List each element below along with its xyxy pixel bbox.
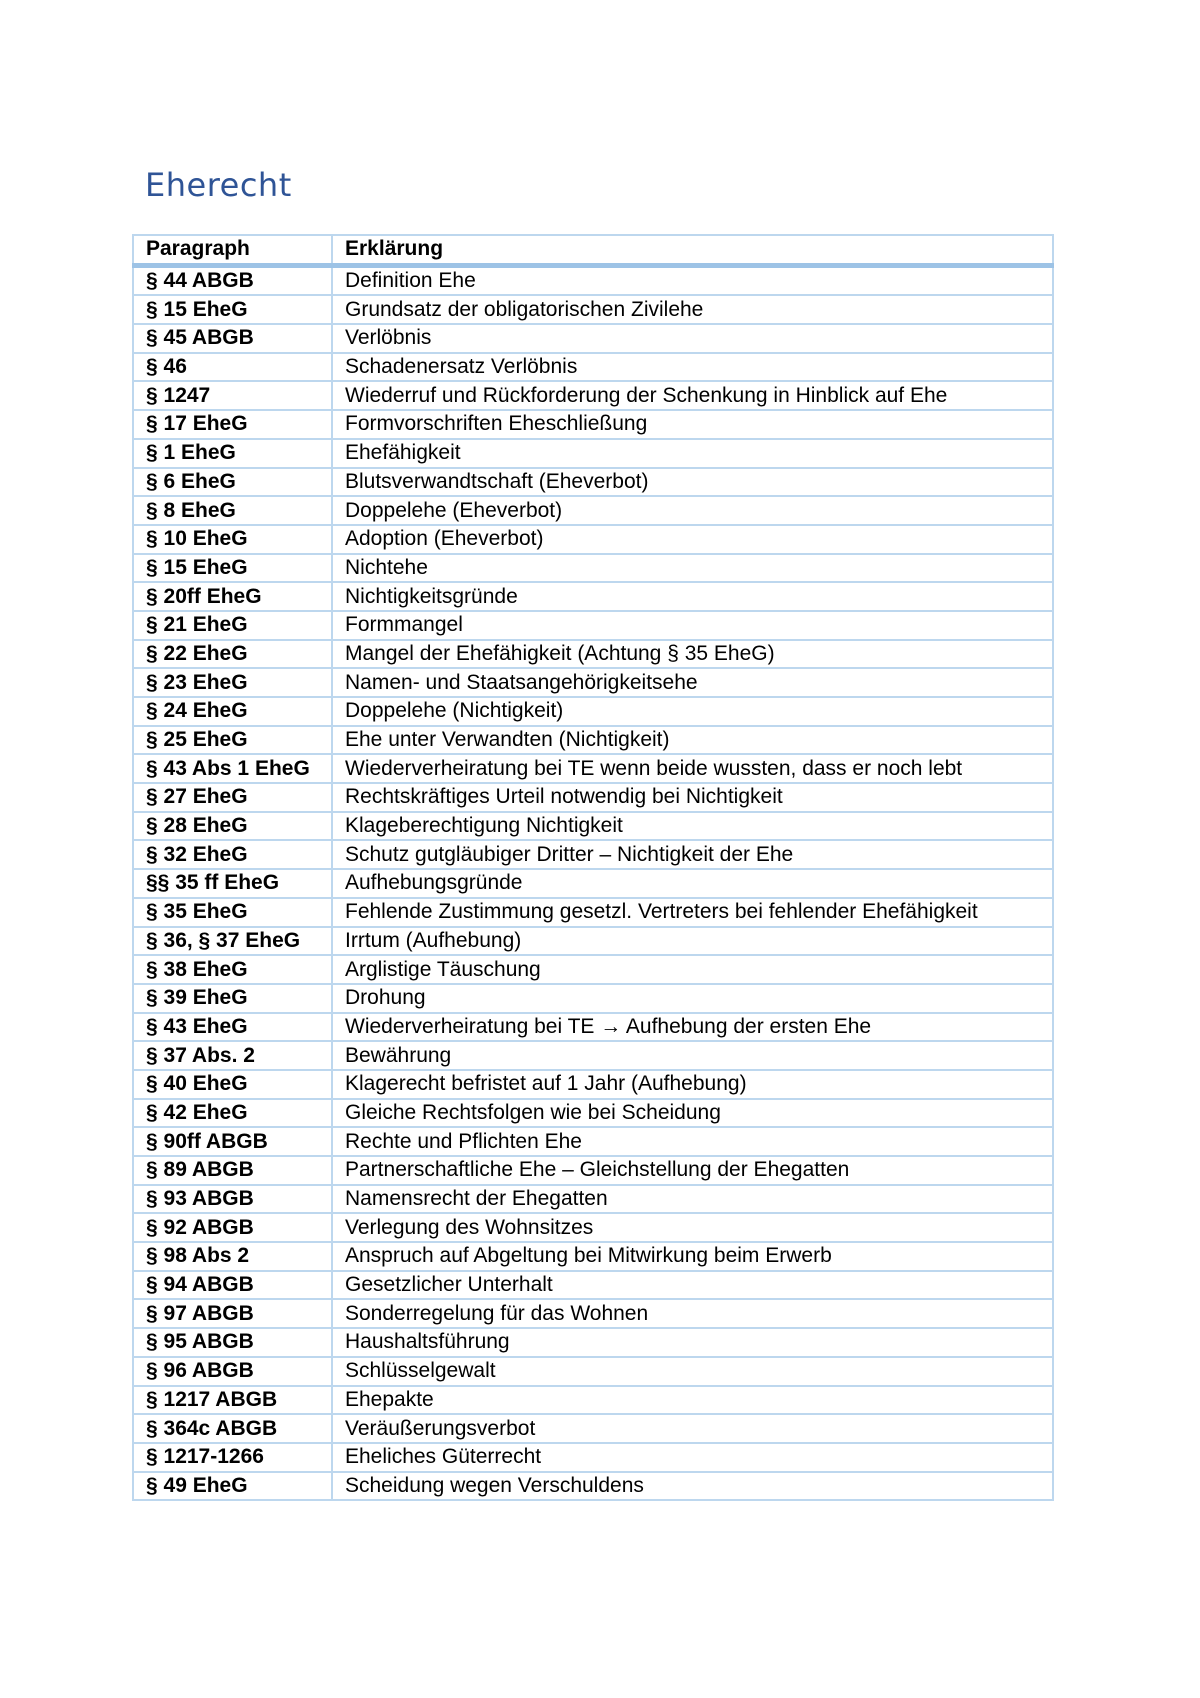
explanation-cell: Definition Ehe — [332, 265, 1053, 295]
paragraph-cell: § 1217-1266 — [133, 1443, 332, 1472]
paragraph-cell: § 24 EheG — [133, 697, 332, 726]
paragraph-cell: § 364c ABGB — [133, 1414, 332, 1443]
explanation-cell: Irrtum (Aufhebung) — [332, 927, 1053, 956]
table-row — [133, 1127, 1053, 1156]
explanation-cell: Verlöbnis — [332, 324, 1053, 353]
explanation-cell: Grundsatz der obligatorischen Zivilehe — [332, 295, 1053, 324]
table-row — [133, 439, 1053, 468]
table-row — [133, 697, 1053, 726]
document-title: Eherecht — [145, 166, 292, 204]
table-row — [133, 381, 1053, 410]
explanation-cell: Fehlende Zustimmung gesetzl. Vertreters bei fehlender Ehefähigkeit — [332, 898, 1053, 927]
table-row — [133, 812, 1053, 841]
paragraph-cell: § 39 EheG — [133, 984, 332, 1013]
table-row — [133, 754, 1053, 783]
explanation-cell: Partnerschaftliche Ehe – Gleichstellung der Ehegatten — [332, 1156, 1053, 1185]
explanation-cell: Wiederverheiratung bei TE → Aufhebung der ersten Ehe — [332, 1013, 1053, 1042]
explanation-cell: Aufhebungsgründe — [332, 869, 1053, 898]
explanation-cell: Rechtskräftiges Urteil notwendig bei Nichtigkeit — [332, 783, 1053, 812]
table-row — [133, 1386, 1053, 1415]
explanation-cell: Nichtehe — [332, 554, 1053, 583]
explanation-cell: Formmangel — [332, 611, 1053, 640]
table-row — [133, 955, 1053, 984]
explanation-cell: Bewährung — [332, 1041, 1053, 1070]
explanation-cell: Formvorschriften Eheschließung — [332, 410, 1053, 439]
paragraph-cell: § 89 ABGB — [133, 1156, 332, 1185]
table-row — [133, 726, 1053, 755]
table-header — [133, 235, 1053, 265]
table-row — [133, 984, 1053, 1013]
paragraph-cell: § 10 EheG — [133, 525, 332, 554]
explanation-cell: Adoption (Eheverbot) — [332, 525, 1053, 554]
paragraph-cell: § 15 EheG — [133, 295, 332, 324]
table-row — [133, 353, 1053, 382]
column-header-explanation: Erklärung — [332, 235, 1053, 265]
paragraph-cell: §§ 35 ff EheG — [133, 869, 332, 898]
paragraph-cell: § 43 Abs 1 EheG — [133, 754, 332, 783]
explanation-cell: Arglistige Täuschung — [332, 955, 1053, 984]
paragraph-cell: § 46 — [133, 353, 332, 382]
explanation-cell: Wiederverheiratung bei TE wenn beide wussten, dass er noch lebt — [332, 754, 1053, 783]
paragraph-cell: § 8 EheG — [133, 496, 332, 525]
explanation-cell: Blutsverwandtschaft (Eheverbot) — [332, 468, 1053, 497]
paragraph-cell: § 45 ABGB — [133, 324, 332, 353]
explanation-cell: Sonderregelung für das Wohnen — [332, 1299, 1053, 1328]
table-row — [133, 898, 1053, 927]
table-row — [133, 1185, 1053, 1214]
paragraph-table — [132, 234, 1054, 1501]
table-row — [133, 1070, 1053, 1099]
table-row — [133, 840, 1053, 869]
table-row — [133, 525, 1053, 554]
explanation-cell: Gleiche Rechtsfolgen wie bei Scheidung — [332, 1099, 1053, 1128]
table-row — [133, 1328, 1053, 1357]
paragraph-cell: § 97 ABGB — [133, 1299, 332, 1328]
paragraph-cell: § 20ff EheG — [133, 582, 332, 611]
explanation-cell: Gesetzlicher Unterhalt — [332, 1271, 1053, 1300]
table-row — [133, 1156, 1053, 1185]
table-row — [133, 496, 1053, 525]
explanation-cell: Schlüsselgewalt — [332, 1357, 1053, 1386]
explanation-cell: Nichtigkeitsgründe — [332, 582, 1053, 611]
paragraph-cell: § 21 EheG — [133, 611, 332, 640]
table-row — [133, 582, 1053, 611]
paragraph-cell: § 28 EheG — [133, 812, 332, 841]
explanation-cell: Schadenersatz Verlöbnis — [332, 353, 1053, 382]
paragraph-cell: § 1 EheG — [133, 439, 332, 468]
explanation-cell: Scheidung wegen Verschuldens — [332, 1472, 1053, 1501]
paragraph-cell: § 42 EheG — [133, 1099, 332, 1128]
table-row — [133, 1443, 1053, 1472]
explanation-cell: Wiederruf und Rückforderung der Schenkung in Hinblick auf Ehe — [332, 381, 1053, 410]
table-row — [133, 1041, 1053, 1070]
paragraph-cell: § 95 ABGB — [133, 1328, 332, 1357]
table-row — [133, 1242, 1053, 1271]
paragraph-cell: § 36, § 37 EheG — [133, 927, 332, 956]
explanation-cell: Doppelehe (Eheverbot) — [332, 496, 1053, 525]
paragraph-cell: § 35 EheG — [133, 898, 332, 927]
table-row — [133, 640, 1053, 669]
paragraph-cell: § 92 ABGB — [133, 1213, 332, 1242]
paragraph-cell: § 17 EheG — [133, 410, 332, 439]
table-row — [133, 869, 1053, 898]
paragraph-cell: § 94 ABGB — [133, 1271, 332, 1300]
explanation-cell: Eheliches Güterrecht — [332, 1443, 1053, 1472]
paragraph-cell: § 93 ABGB — [133, 1185, 332, 1214]
table-row — [133, 927, 1053, 956]
paragraph-cell: § 22 EheG — [133, 640, 332, 669]
paragraph-cell: § 25 EheG — [133, 726, 332, 755]
table-row — [133, 468, 1053, 497]
paragraph-cell: § 38 EheG — [133, 955, 332, 984]
table-row — [133, 324, 1053, 353]
paragraph-cell: § 32 EheG — [133, 840, 332, 869]
paragraph-cell: § 6 EheG — [133, 468, 332, 497]
paragraph-cell: § 15 EheG — [133, 554, 332, 583]
table-body — [133, 265, 1053, 1500]
paragraph-cell: § 27 EheG — [133, 783, 332, 812]
paragraph-cell: § 43 EheG — [133, 1013, 332, 1042]
explanation-cell: Ehepakte — [332, 1386, 1053, 1415]
explanation-cell: Ehefähigkeit — [332, 439, 1053, 468]
paragraph-cell: § 90ff ABGB — [133, 1127, 332, 1156]
column-header-paragraph: Paragraph — [133, 235, 332, 265]
explanation-cell: Namen- und Staatsangehörigkeitsehe — [332, 668, 1053, 697]
paragraph-cell: § 44 ABGB — [133, 265, 332, 295]
table-row — [133, 1099, 1053, 1128]
table-row — [133, 611, 1053, 640]
table-row — [133, 410, 1053, 439]
explanation-cell: Drohung — [332, 984, 1053, 1013]
explanation-cell: Klagerecht befristet auf 1 Jahr (Aufhebung) — [332, 1070, 1053, 1099]
table-row — [133, 1299, 1053, 1328]
explanation-cell: Verlegung des Wohnsitzes — [332, 1213, 1053, 1242]
table-row — [133, 295, 1053, 324]
table-row — [133, 554, 1053, 583]
explanation-cell: Haushaltsführung — [332, 1328, 1053, 1357]
paragraph-cell: § 37 Abs. 2 — [133, 1041, 332, 1070]
paragraph-cell: § 98 Abs 2 — [133, 1242, 332, 1271]
table-row — [133, 668, 1053, 697]
explanation-cell: Rechte und Pflichten Ehe — [332, 1127, 1053, 1156]
explanation-cell: Schutz gutgläubiger Dritter – Nichtigkeit der Ehe — [332, 840, 1053, 869]
header-row — [133, 235, 1053, 265]
paragraph-cell: § 49 EheG — [133, 1472, 332, 1501]
table-row — [133, 1357, 1053, 1386]
table-row — [133, 1271, 1053, 1300]
paragraph-cell: § 1247 — [133, 381, 332, 410]
table-row — [133, 265, 1053, 295]
explanation-cell: Mangel der Ehefähigkeit (Achtung § 35 EheG) — [332, 640, 1053, 669]
table-row — [133, 1414, 1053, 1443]
paragraph-cell: § 40 EheG — [133, 1070, 332, 1099]
explanation-cell: Ehe unter Verwandten (Nichtigkeit) — [332, 726, 1053, 755]
table-row — [133, 1213, 1053, 1242]
explanation-cell: Anspruch auf Abgeltung bei Mitwirkung beim Erwerb — [332, 1242, 1053, 1271]
explanation-cell: Klageberechtigung Nichtigkeit — [332, 812, 1053, 841]
paragraph-cell: § 23 EheG — [133, 668, 332, 697]
table-row — [133, 1013, 1053, 1042]
table-row — [133, 783, 1053, 812]
paragraph-cell: § 1217 ABGB — [133, 1386, 332, 1415]
paragraph-cell: § 96 ABGB — [133, 1357, 332, 1386]
explanation-cell: Namensrecht der Ehegatten — [332, 1185, 1053, 1214]
table-row — [133, 1472, 1053, 1501]
explanation-cell: Doppelehe (Nichtigkeit) — [332, 697, 1053, 726]
explanation-cell: Veräußerungsverbot — [332, 1414, 1053, 1443]
